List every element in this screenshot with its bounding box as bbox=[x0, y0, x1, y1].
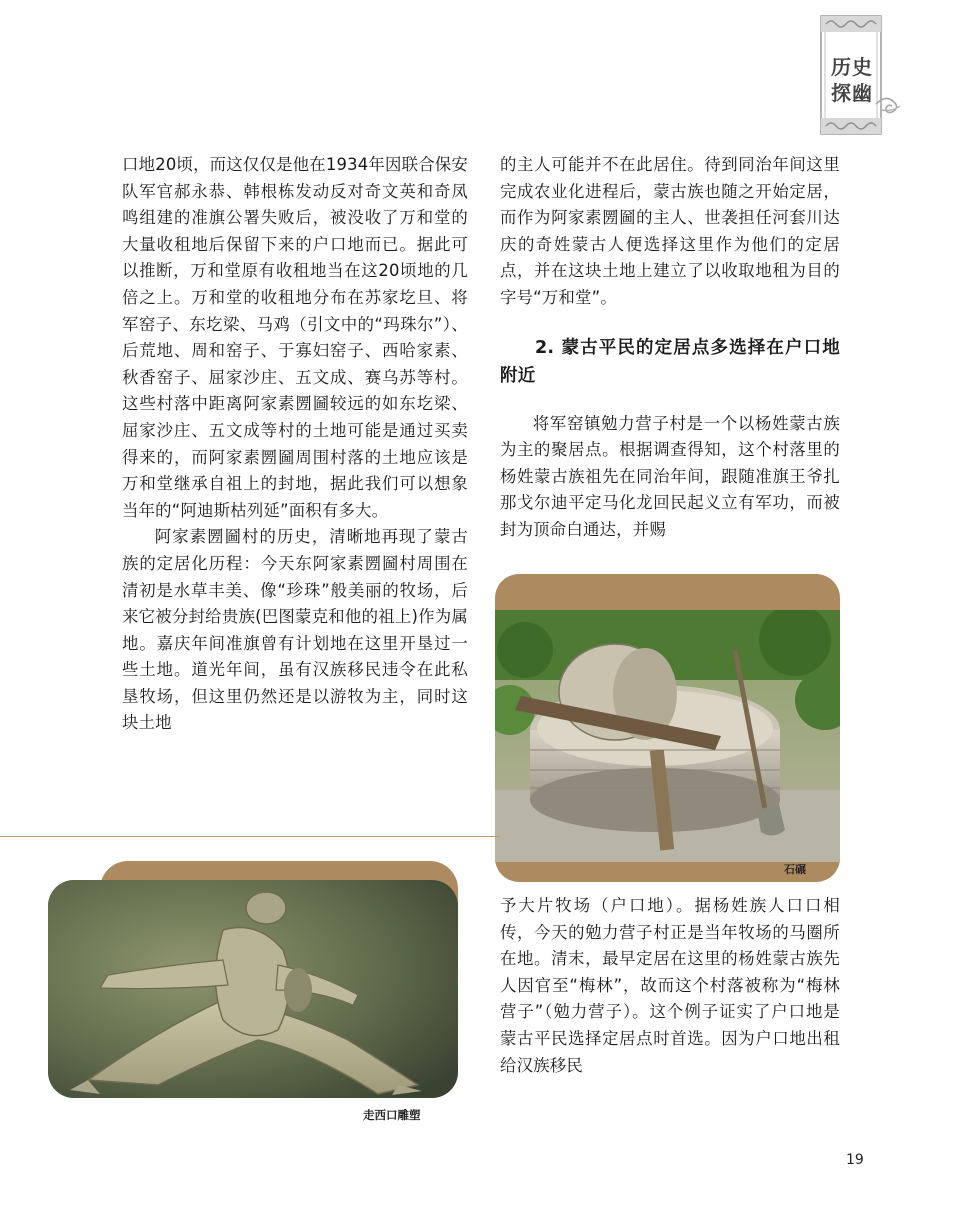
left-column bbox=[122, 152, 468, 737]
millstone-photo-frame bbox=[495, 574, 840, 882]
section-heading: 2. 蒙古平民的定居点多选择在户口地附近 bbox=[500, 337, 840, 386]
right-column-bottom bbox=[500, 893, 840, 1079]
statue-photo bbox=[48, 880, 458, 1098]
divider bbox=[0, 836, 500, 837]
millstone-photo bbox=[495, 610, 840, 862]
paragraph: 的主人可能并不在此居住。待到同治年间这里完成农业化进程后，蒙古族也随之开始定居，而作为阿家素圐圙的主人、世袭担任河套川达庆的奇姓蒙古人便选择这里作为他们的定居点，并在这块土地上建立了以收取地租为目的字号“万和堂”。 bbox=[500, 155, 840, 307]
right-column-top bbox=[500, 152, 840, 544]
page-number: 19 bbox=[846, 1152, 864, 1168]
section-label: 历史探幽 bbox=[831, 55, 873, 105]
photo-caption: 走西口雕塑 bbox=[363, 1108, 421, 1122]
paragraph: 阿家素圐圙村的历史，清晰地再现了蒙古族的定居化历程：今天东阿家素圐圙村周围在清初是水草丰美、像“珍珠”般美丽的牧场，后来它被分封给贵族(巴图蒙克和他的祖上)作为属地。嘉庆年间准旗曾有计划地在这里开垦过一些土地。道光年间，虽有汉族移民违令在此私垦牧场，但这里仍然还是以游牧为主，同时这块土地 bbox=[122, 527, 468, 733]
photo-caption: 石碾 bbox=[784, 863, 806, 876]
paragraph: 将军窑镇勉力营子村是一个以杨姓蒙古族为主的聚居点。根据调查得知，这个村落里的杨姓蒙古族祖先在同治年间，跟随准旗王爷扎那戈尔迪平定马化龙回民起义立有军功，而被封为顶命白通达，并赐 bbox=[500, 413, 840, 539]
paragraph: 予大片牧场（户口地）。据杨姓族人口口相传，今天的勉力营子村正是当年牧场的马圈所在地。清末，最早定居在这里的杨姓蒙古族先人因官至“梅林”，故而这个村落被称为“梅林营子”（勉力营子）。这个例子证实了户口地是蒙古平民选择定居点时首选。因为户口地出租给汉族移民 bbox=[500, 896, 840, 1075]
section-tab bbox=[818, 14, 884, 134]
paragraph: 口地20顷，而这仅仅是他在1934年因联合保安队军官郝永恭、韩根栋发动反对奇文英和奇凤鸣组建的准旗公署失败后，被没收了万和堂的大量收租地后保留下来的户口地而已。据此可以推断，万和堂原有收租地当在这20顷地的几倍之上。万和堂的收租地分布在苏家圪旦、将军窑子、东圪梁、马鸡（引文中的“玛珠尔”）、后荒地、周和窑子、于寡妇窑子、西哈家素、秋香窑子、屈家沙庄、五文成、赛乌苏等村。这些村落中距离阿家素圐圙较远的如东圪梁、屈家沙庄、五文成等村的土地可能是通过买卖得来的，而阿家素圐圙周围村落的土地应该是万和堂继承自祖上的封地，据此我们可以想象当年的“阿迪斯枯列延”面积有多大。 bbox=[122, 155, 468, 520]
